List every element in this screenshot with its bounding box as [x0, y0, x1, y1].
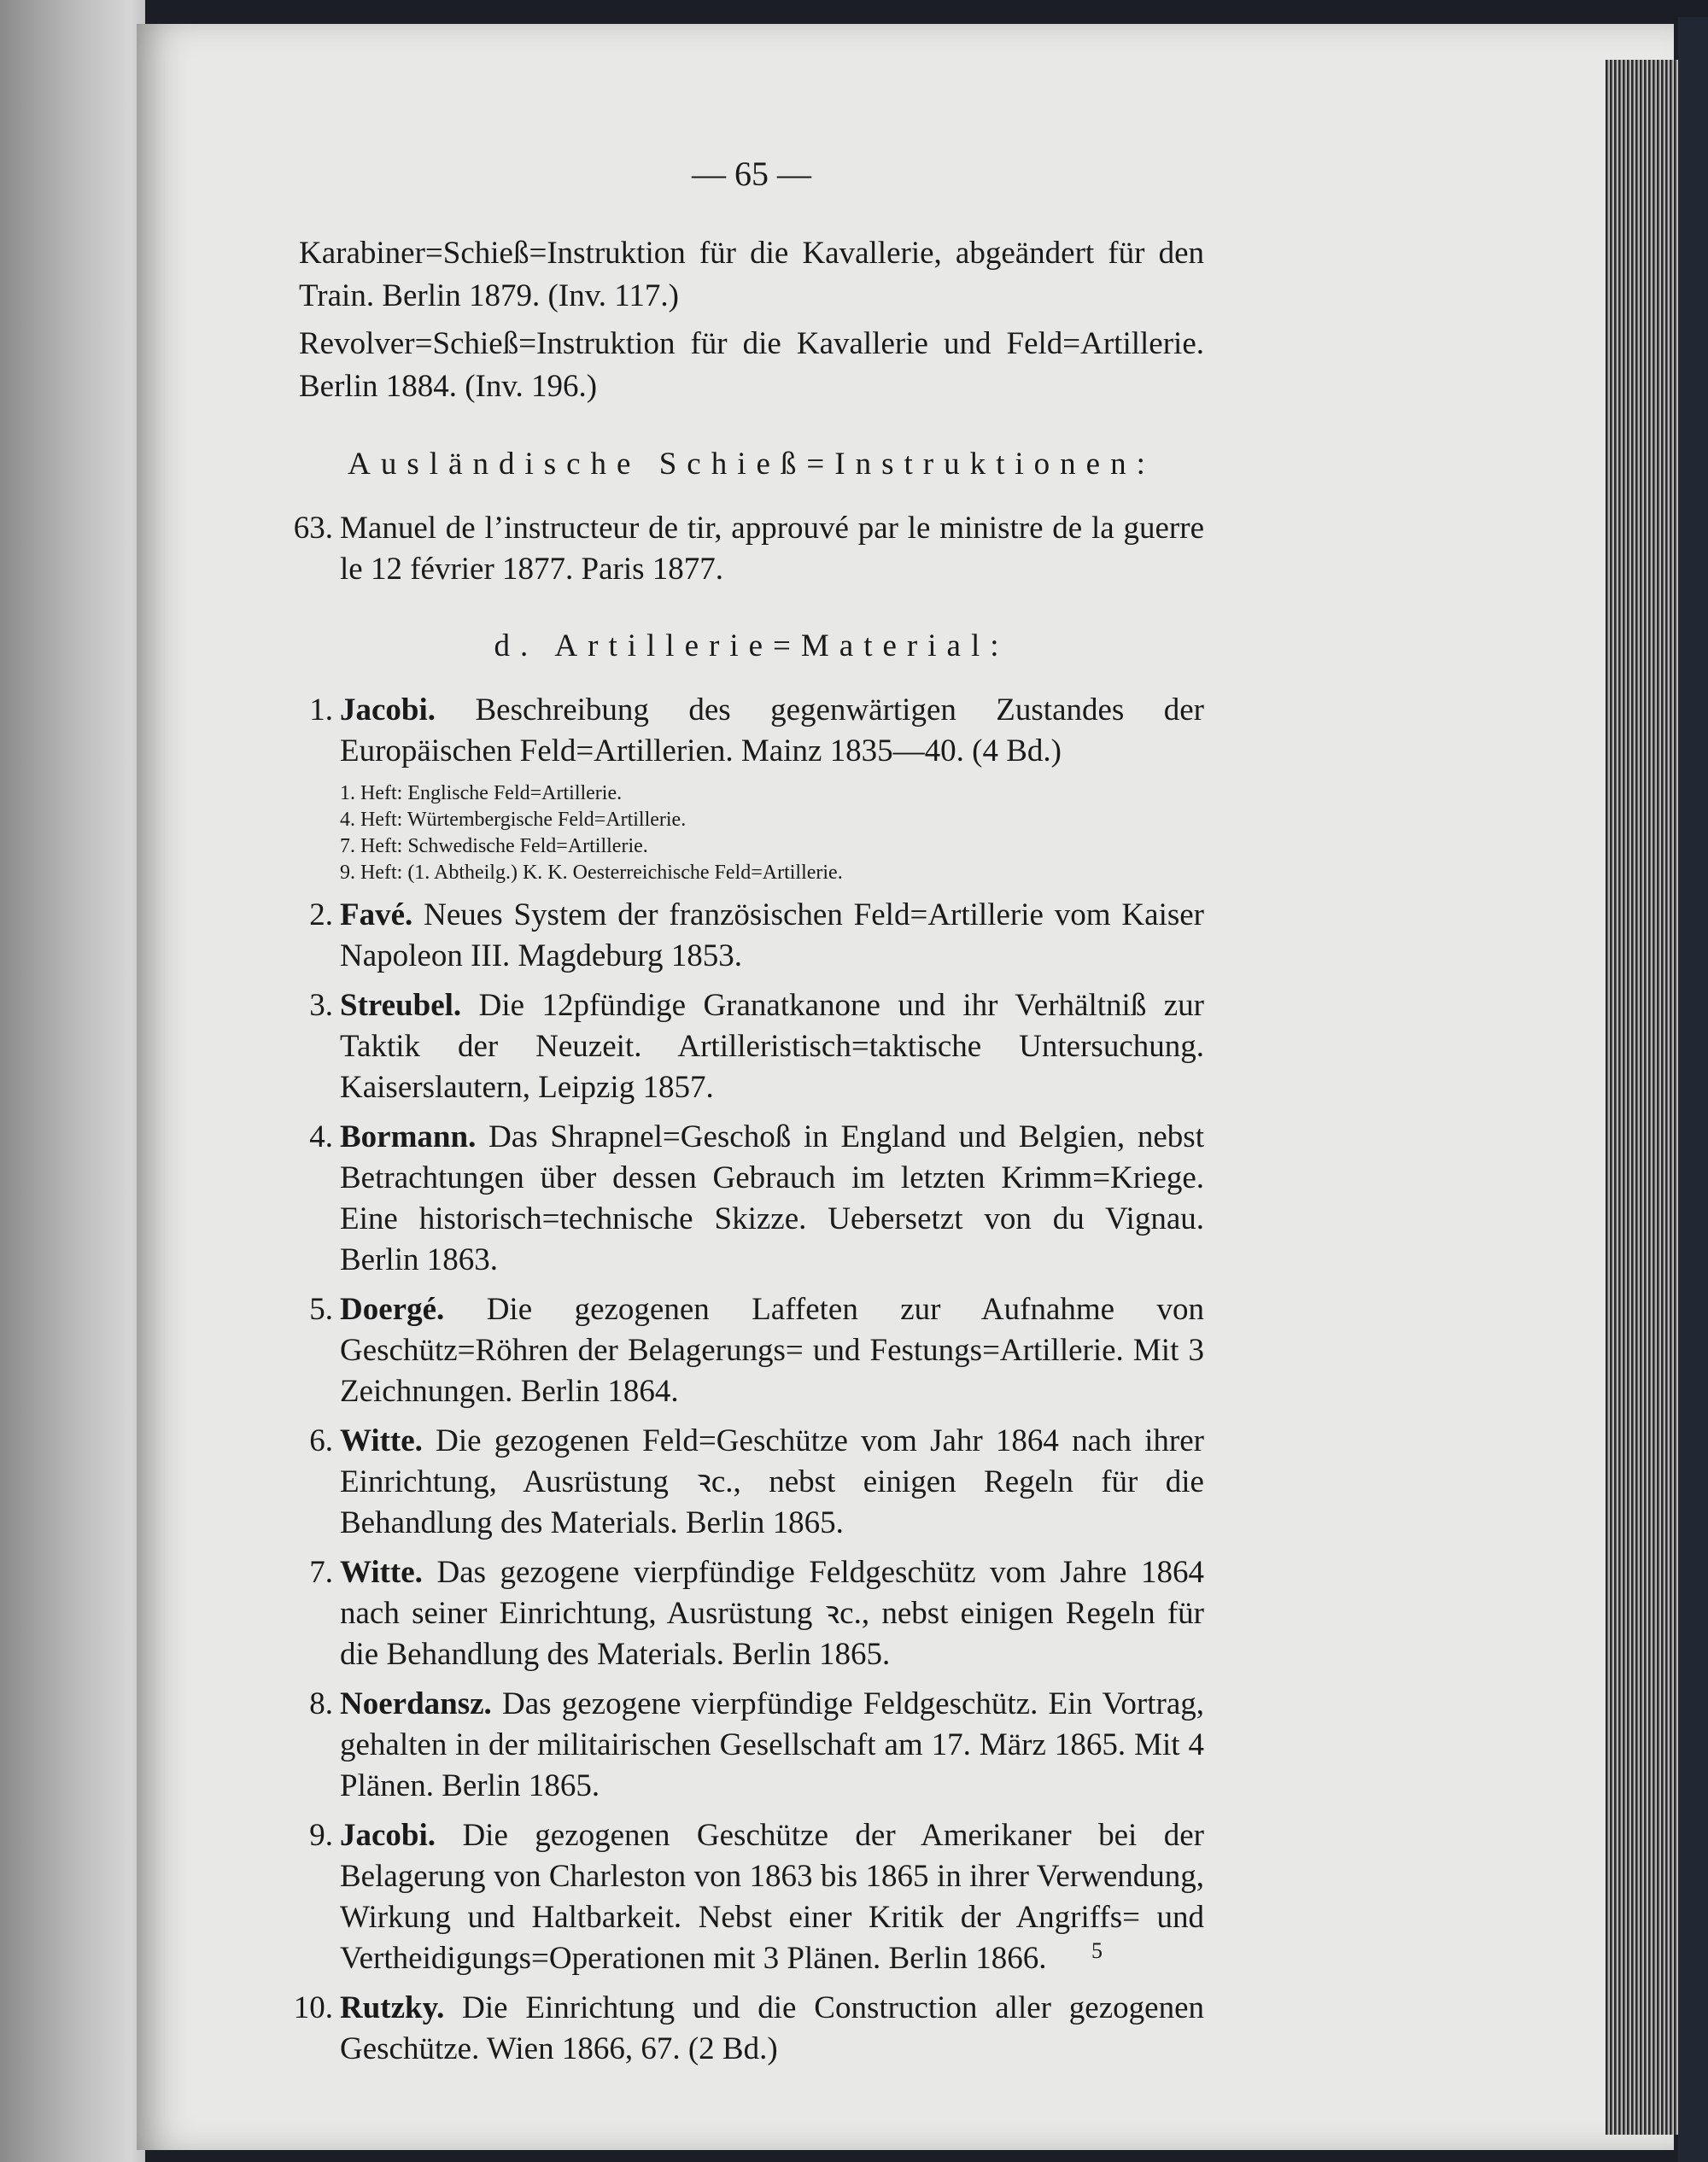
foreign-entry — [293, 508, 1204, 590]
intro-entry: Revolver=Schieß=Instruktion für die Kavallerie und Feld=Artillerie. Berlin 1884. (Inv. 196.) — [299, 326, 1204, 404]
list-item — [299, 1289, 1204, 1412]
entry-author: Witte. — [340, 1555, 423, 1590]
entry-text: Die gezogenen Feld=Geschütze vom Jahr 1864 nach ihrer Einrichtung, Ausrüstung ꝛc., nebst einigen Regeln für die Behandlung des Materials. Berlin 1865. — [340, 1423, 1204, 1540]
entry-subline: 4. Heft: Würtembergische Feld=Artillerie. — [340, 809, 687, 831]
intro-entry: Karabiner=Schieß=Instruktion für die Kavallerie, abgeändert für den Train. Berlin 1879. (Inv. 117.) — [299, 236, 1204, 313]
entry-text: Die gezogenen Laffeten zur Aufnahme von Geschütz=Röhren der Belagerungs= und Festungs=Artillerie. Mit 3 Zeichnungen. Berlin 1864. — [340, 1292, 1205, 1409]
list-item — [299, 690, 1204, 772]
left-page-edge — [0, 0, 145, 2162]
signature-mark: 5 — [1091, 1938, 1103, 1963]
entry-text: Die 12pfündige Granatkanone und ihr Verhältniß zur Taktik der Neuzeit. Artilleristisch=taktische Untersuchung. Kaiserslautern, Leipzig 1857. — [340, 988, 1204, 1105]
entry-number: 4. — [309, 1119, 333, 1154]
entry-author: Favé. — [340, 897, 413, 932]
list-item — [299, 985, 1204, 1108]
entry-author: Jacobi. — [340, 1818, 436, 1853]
entry-number: 6. — [309, 1423, 333, 1458]
entry-subline: 1. Heft: Englische Feld=Artillerie. — [340, 782, 623, 804]
entry-subline: 9. Heft: (1. Abtheilg.) K. K. Oesterreichische Feld=Artillerie. — [340, 862, 843, 884]
entry-author: Jacobi. — [340, 692, 436, 727]
entry-text: Die Einrichtung und die Construction aller gezogenen Geschütze. Wien 1866, 67. (2 Bd.) — [340, 1990, 1204, 2066]
entry-text: Das Shrapnel=Geschoß in England und Belgien, nebst Betrachtungen über dessen Gebrauch im letzten Krimm=Kriege. Eine historisch=technische Skizze. Uebersetzt von du Vignau. Berlin 1863. — [340, 1119, 1204, 1277]
list-item — [299, 1117, 1204, 1281]
artillery-material-heading: d. Artillerie=Material: — [494, 628, 1009, 663]
page-stack-edges — [1606, 60, 1678, 2135]
page-number: — 65 — — [692, 155, 811, 193]
entry-subline: 7. Heft: Schwedische Feld=Artillerie. — [340, 835, 648, 857]
entry-number: 3. — [309, 988, 333, 1023]
entry-number: 5. — [309, 1292, 333, 1327]
entry-number: 1. — [309, 692, 333, 727]
list-item — [299, 1552, 1204, 1675]
foreign-instructions-heading: Ausländische Schieß=Instruktionen: — [348, 447, 1155, 482]
entry-author: Witte. — [340, 1423, 423, 1458]
entry-text: Beschreibung des gegenwärtigen Zustandes der Europäischen Feld=Artillerien. Mainz 1835—40. (4 Bd.) — [340, 692, 1205, 768]
entry-author: Noerdansz. — [340, 1686, 492, 1721]
page-content — [293, 154, 1205, 2078]
entry-text: Manuel de l’instructeur de tir, approuvé par le ministre de la guerre le 12 février 1877. Paris 1877. — [340, 511, 1204, 587]
entry-number: 9. — [309, 1818, 333, 1853]
entry-number: 10. — [293, 1990, 333, 2025]
entry-text: Die gezogenen Geschütze der Amerikaner bei der Belagerung von Charleston von 1863 bis 1865 in ihrer Verwendung, Wirkung und Haltbarkeit. Nebst einer Kritik der Angriffs= und Vertheidigungs=Operationen mit 3 Plänen. Berlin 1866. — [340, 1818, 1204, 1976]
list-item — [299, 1684, 1204, 1807]
entry-author: Streubel. — [340, 988, 462, 1023]
list-item — [299, 895, 1204, 977]
entry-number: 2. — [309, 897, 333, 932]
list-item — [293, 1988, 1204, 2070]
entry-author: Rutzky. — [340, 1990, 445, 2025]
list-item — [299, 1421, 1204, 1544]
entry-author: Bormann. — [340, 1119, 477, 1154]
entry-text: Das gezogene vierpfündige Feldgeschütz. Ein Vortrag, gehalten in der militairischen Gesellschaft am 17. März 1865. Mit 4 Plänen. Berlin 1865. — [340, 1686, 1205, 1803]
entry-number: 8. — [309, 1686, 333, 1721]
entry-author: Doergé. — [340, 1292, 445, 1327]
entry-number: 63. — [293, 511, 333, 546]
book-cover — [1678, 17, 1708, 2162]
list-item — [299, 1815, 1204, 1979]
entry-text: Neues System der französischen Feld=Artillerie vom Kaiser Napoleon III. Magdeburg 1853. — [340, 897, 1204, 973]
entry-number: 7. — [309, 1555, 333, 1590]
entry-text: Das gezogene vierpfündige Feldgeschütz vom Jahre 1864 nach seiner Einrichtung, Ausrüstung ꝛc., nebst einigen Regeln für die Behandlung des Materials. Berlin 1865. — [340, 1555, 1204, 1672]
